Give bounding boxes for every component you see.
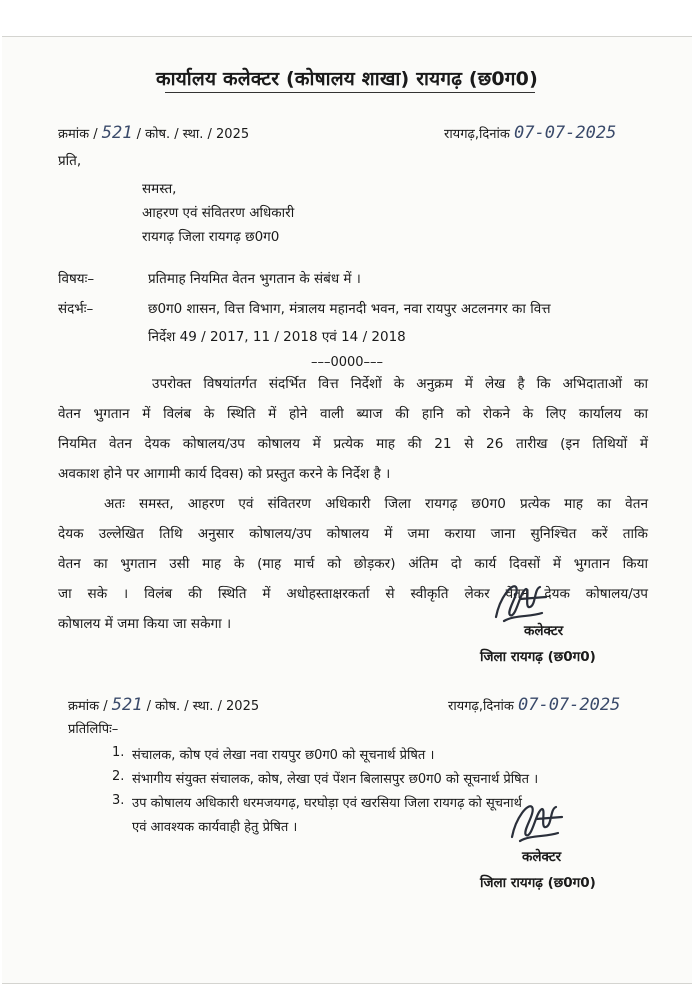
- copy-item-text-cont: एवं आवश्यक कार्यवाही हेतु प्रेषित ।: [132, 820, 298, 835]
- paragraph-line: अतः समस्त, आहरण एवं संवितरण अधिकारी जिला रायगढ़ छ0ग0 प्रत्येक माह का वेतन: [104, 496, 648, 512]
- copy-item-text: उप कोषालय अधिकारी धरमजयगढ़, घरघोड़ा एवं खरसिया जिला रायगढ़ को सूचनार्थ: [132, 796, 522, 811]
- memo1-place-date: [444, 123, 616, 143]
- copy-item-text: संभागीय संयुक्त संचालक, कोष, लेखा एवं पेंशन बिलासपुर छ0ग0 को सूचनार्थ प्रेषित ।: [132, 772, 539, 787]
- paragraph-line: कोषालय में जमा किया जा सकेगा ।: [58, 616, 232, 632]
- signature-1: [490, 577, 550, 627]
- memo1-date-label: रायगढ़,दिनांक: [444, 127, 510, 142]
- signature-2-designation: कलेक्टर: [522, 849, 562, 865]
- paragraph-line: उपरोक्त विषयांतर्गत संदर्भित वित्त निर्देशों के अनुक्रम में लेख है कि अभिदाताओं का: [152, 376, 648, 392]
- paragraph-line: वेतन का भुगतान उसी माह के (माह मार्च को छोड़कर) अंतिम दो कार्य दिवसों में भुगतान किया: [58, 556, 648, 572]
- separator: –––0000–––: [310, 355, 384, 370]
- letter-page: [2, 36, 692, 984]
- paragraph-line: नियमित वेतन देयक कोषालय/उप कोषालय में प्रत्येक माह की 21 से 26 तारीख (इन तिथियों में: [58, 436, 648, 452]
- memo1-ref-number: 521: [101, 123, 133, 143]
- signature-1-district: जिला रायगढ़ (छ0ग0): [480, 649, 596, 665]
- memo2-ref-number: 521: [111, 695, 143, 715]
- signature-2-district: जिला रायगढ़ (छ0ग0): [480, 875, 596, 891]
- addressee-line: रायगढ़ जिला रायगढ़ छ0ग0: [142, 229, 280, 245]
- memo2-place-date: [448, 695, 620, 715]
- office-title: कार्यालय कलेक्टर (कोषालय शाखा) रायगढ़ (छ0ग0): [156, 68, 538, 90]
- memo2-ref-suffix: / कोष. / स्था. / 2025: [146, 699, 260, 714]
- paragraph-line: अवकाश होने पर आगामी कार्य दिवस) को प्रस्तुत करने के निर्देश है ।: [58, 466, 391, 482]
- memo1-date: 07-07-2025: [513, 123, 617, 143]
- paragraph-2: [58, 489, 648, 639]
- reference-line-2: निर्देश 49 / 2017, 11 / 2018 एवं 14 / 2018: [148, 329, 406, 345]
- signature-1-designation: कलेक्टर: [524, 623, 564, 639]
- paragraph-1: [58, 369, 648, 489]
- copy-item-num: 1.: [112, 745, 125, 760]
- paragraph-line: देयक उल्लेखित तिथि अनुसार कोषालय/उप कोषालय में जमा कराया जाना सुनिश्चित करें ताकि: [58, 526, 648, 542]
- copy-to-label: प्रतिलिपिः–: [68, 722, 119, 737]
- copy-item-num: 3.: [112, 793, 125, 808]
- reference-label: संदर्भः–: [58, 301, 94, 317]
- subject-label: विषयः–: [58, 271, 95, 287]
- addressee-line: समस्त,: [142, 181, 177, 197]
- memo2-date-label: रायगढ़,दिनांक: [448, 699, 514, 714]
- title-underline: [165, 92, 535, 93]
- prati-label: प्रति,: [58, 153, 82, 169]
- memo1-ref-suffix: / कोष. / स्था. / 2025: [136, 127, 250, 142]
- paragraph-line: जा सके । विलंब की स्थिति में अधोहस्ताक्षरकर्ता से स्वीकृति लेकर वेतन देयक कोषालय/उप: [58, 586, 648, 602]
- copy-item-num: 2.: [112, 769, 125, 784]
- addressee-line: आहरण एवं संवितरण अधिकारी: [142, 205, 295, 221]
- paragraph-line: वेतन भुगतान में विलंब के स्थिति में होने वाली ब्याज की हानि को रोकने के लिए कार्यालय का: [58, 406, 648, 422]
- memo2-ref-prefix: क्रमांक /: [68, 699, 108, 714]
- memo1-reference: [58, 123, 249, 143]
- copy-item-text: संचालक, कोष एवं लेखा नवा रायपुर छ0ग0 को सूचनार्थ प्रेषित ।: [132, 748, 435, 763]
- signature-2: [506, 797, 566, 847]
- memo1-ref-prefix: क्रमांक /: [58, 127, 98, 142]
- memo2-reference: [68, 695, 259, 715]
- reference-line-1: छ0ग0 शासन, वित्त विभाग, मंत्रालय महानदी भवन, नवा रायपुर अटलनगर का वित्त: [148, 301, 551, 317]
- memo2-date: 07-07-2025: [517, 695, 621, 715]
- subject-text: प्रतिमाह नियमित वेतन भुगतान के संबंध में ।: [148, 271, 361, 287]
